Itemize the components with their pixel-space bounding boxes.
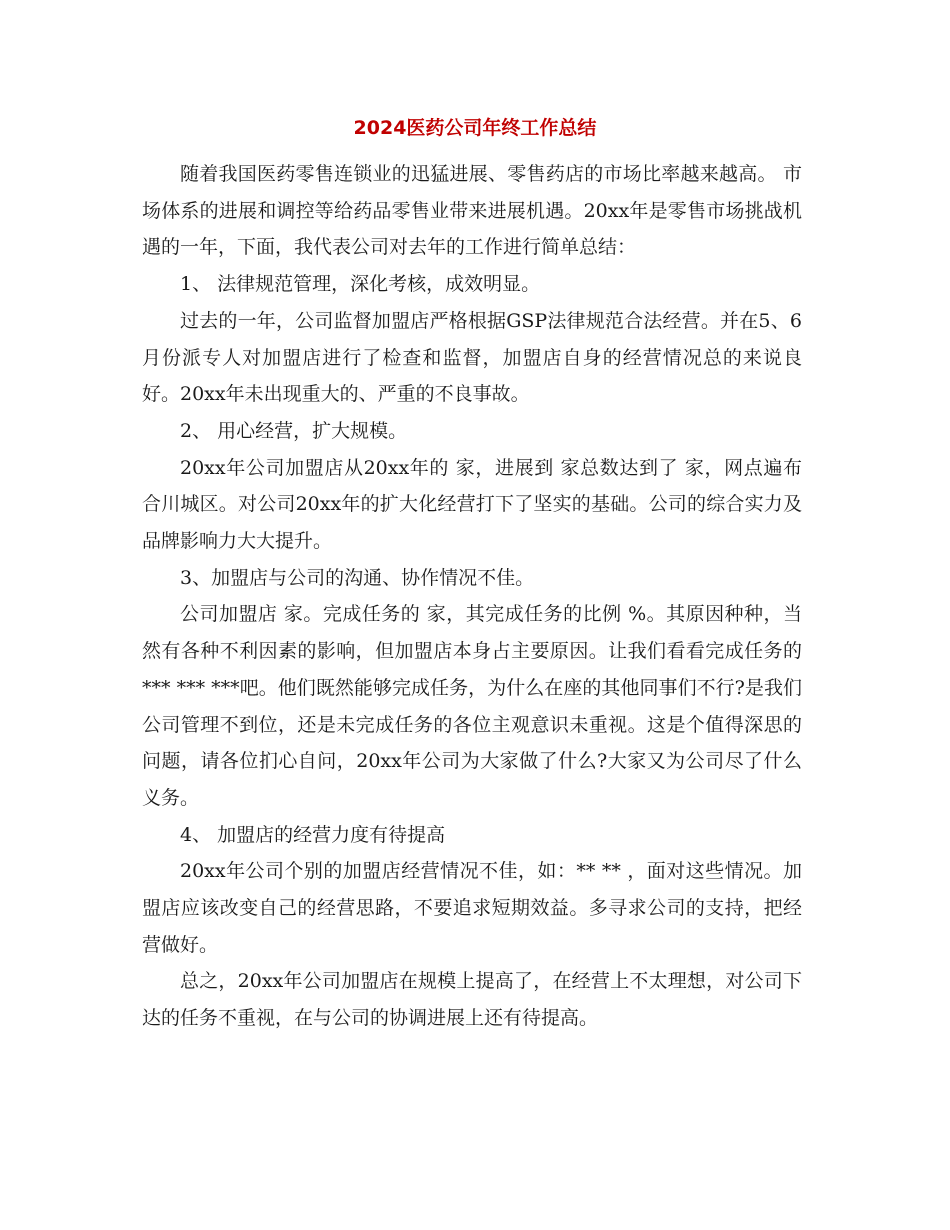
document-body (142, 156, 802, 1037)
section-paragraph-4: 20xx年公司个别的加盟店经营情况不佳，如：** ** ，面对这些情况。加盟店应该改变自己的经营思路，不要追求短期效益。多寻求公司的支持，把经营做好。 (142, 860, 802, 956)
section-paragraph-2: 20xx年公司加盟店从20xx年的 家，进展到 家总数达到了 家，网点遍布合川城区。对公司20xx年的扩大化经营打下了坚实的基础。公司的综合实力及品牌影响力大大提升。 (142, 456, 802, 553)
conclusion-paragraph: 总之，20xx年公司加盟店在规模上提高了，在经营上不太理想，对公司下达的任务不重视，在与公司的协调进展上还有待提高。 (142, 970, 802, 1030)
section-paragraph-3: 公司加盟店 家。完成任务的 家，其完成任务的比例 %。其原因种种，当然有各种不利因素的影响，但加盟店本身占主要原因。让我们看看完成任务的*** *** ***吧。他们既然能够完成任务，为什么在座的其他同事们不行?是我们公司管理不到位，还是未完成任务的各位主观意识未重视。这是个值得深思的问题，请各位扪心自问，20xx年公司为大家做了什么?大家又为公司尽了什么义务。 (142, 603, 802, 809)
section-heading-1: 1、 法律规范管理，深化考核，成效明显。 (180, 273, 541, 296)
section-heading-2: 2、 用心经营，扩大规模。 (180, 419, 408, 442)
section-heading-4: 4、 加盟店的经营力度有待提高 (180, 823, 446, 846)
document-title: 2024医药公司年终工作总结 (353, 117, 597, 139)
section-heading-3: 3、加盟店与公司的沟通、协作情况不佳。 (180, 566, 535, 589)
section-paragraph-1: 过去的一年，公司监督加盟店严格根据GSP法律规范合法经营。并在5、6月份派专人对加盟店进行了检查和监督，加盟店自身的经营情况总的来说良好。20xx年未出现重大的、严重的不良事故。 (142, 309, 802, 406)
intro-paragraph: 随着我国医药零售连锁业的迅猛进展、零售药店的市场比率越来越高。 市场体系的进展和调控等给药品零售业带来进展机遇。20xx年是零售市场挑战机遇的一年，下面，我代表公司对去年的工作进行简单总结： (142, 163, 802, 259)
